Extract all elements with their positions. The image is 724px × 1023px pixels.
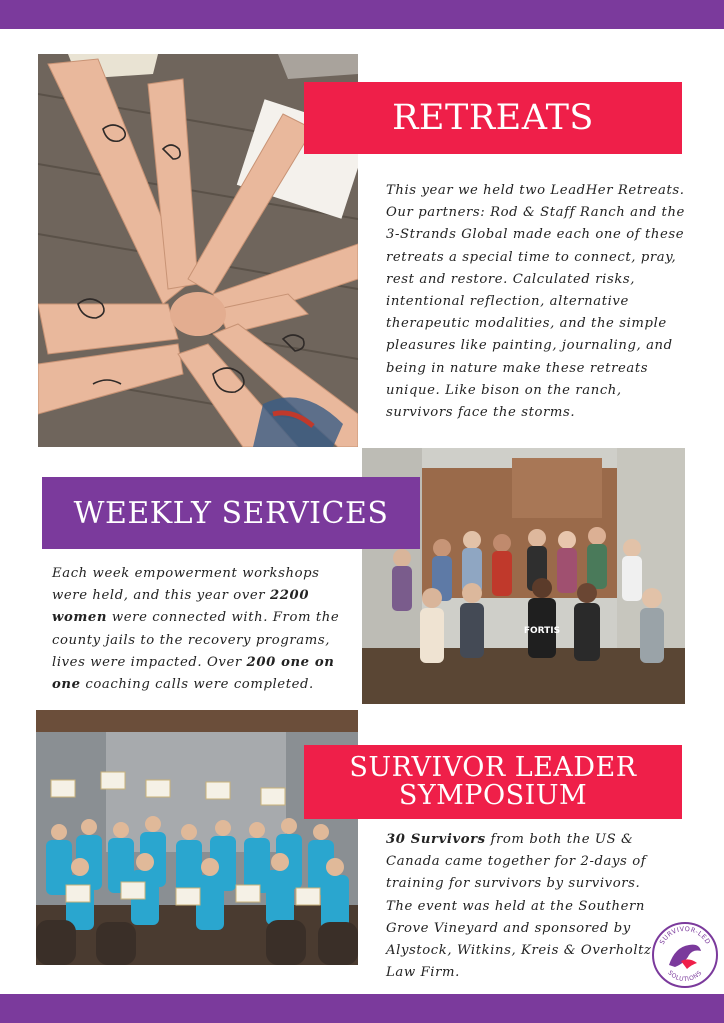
weekly-services-text <box>52 563 352 696</box>
survivor-led-solutions-logo <box>651 921 719 989</box>
weekly-text-part2: were connected with. From the county jails to the recovery programs, lives were impacted. Over <box>52 610 340 670</box>
bottom-color-band <box>0 994 724 1023</box>
weekly-services-banner <box>42 477 420 549</box>
retreats-title: RETREATS <box>392 98 594 138</box>
weekly-services-title: WEEKLY SERVICES <box>73 495 389 531</box>
retreats-text: This year we held two LeadHer Retreats. Our partners: Rod & Staff Ranch and the 3-Strands Global made each one of these retreats a special time to connect, pray, rest and restore. Calculated risks, intentional reflection, alternative therapeutic modalities, and the simple pleasures like painting, journaling, and being in nature make these retreats unique. Like bison on the ranch, survivors face the storms. <box>386 183 685 421</box>
weekly-coaching-count: 200 one on one <box>52 654 335 693</box>
symposium-banner <box>304 745 682 819</box>
weekly-women-count: 2200 women <box>52 588 310 626</box>
retreats-banner <box>304 82 682 154</box>
symposium-title-line2: SYMPOSIUM <box>398 780 588 811</box>
top-color-band <box>0 0 724 29</box>
logo-bottom-text: SOLUTIONS <box>666 969 704 984</box>
symposium-survivor-count: 30 Survivors <box>386 832 486 847</box>
symposium-title-line1: SURVIVOR LEADER <box>349 751 637 783</box>
weekly-text-part1: Each week empowerment workshops were held, and this year over <box>52 566 320 604</box>
logo-top-text: SURVIVOR-LED <box>657 924 713 946</box>
symposium-text <box>386 829 662 984</box>
weekly-text-part3: coaching calls were completed. <box>80 677 314 693</box>
shirt-text: FORTIS <box>523 626 561 636</box>
symposium-text-part1: from both the US & Canada came together for 2-days of training for survivors by survivors. The event was held at the Southern Grove Vineyard and sponsored by Alystock, Witkins, Kreis & Overholtz Law Firm. <box>386 832 652 981</box>
